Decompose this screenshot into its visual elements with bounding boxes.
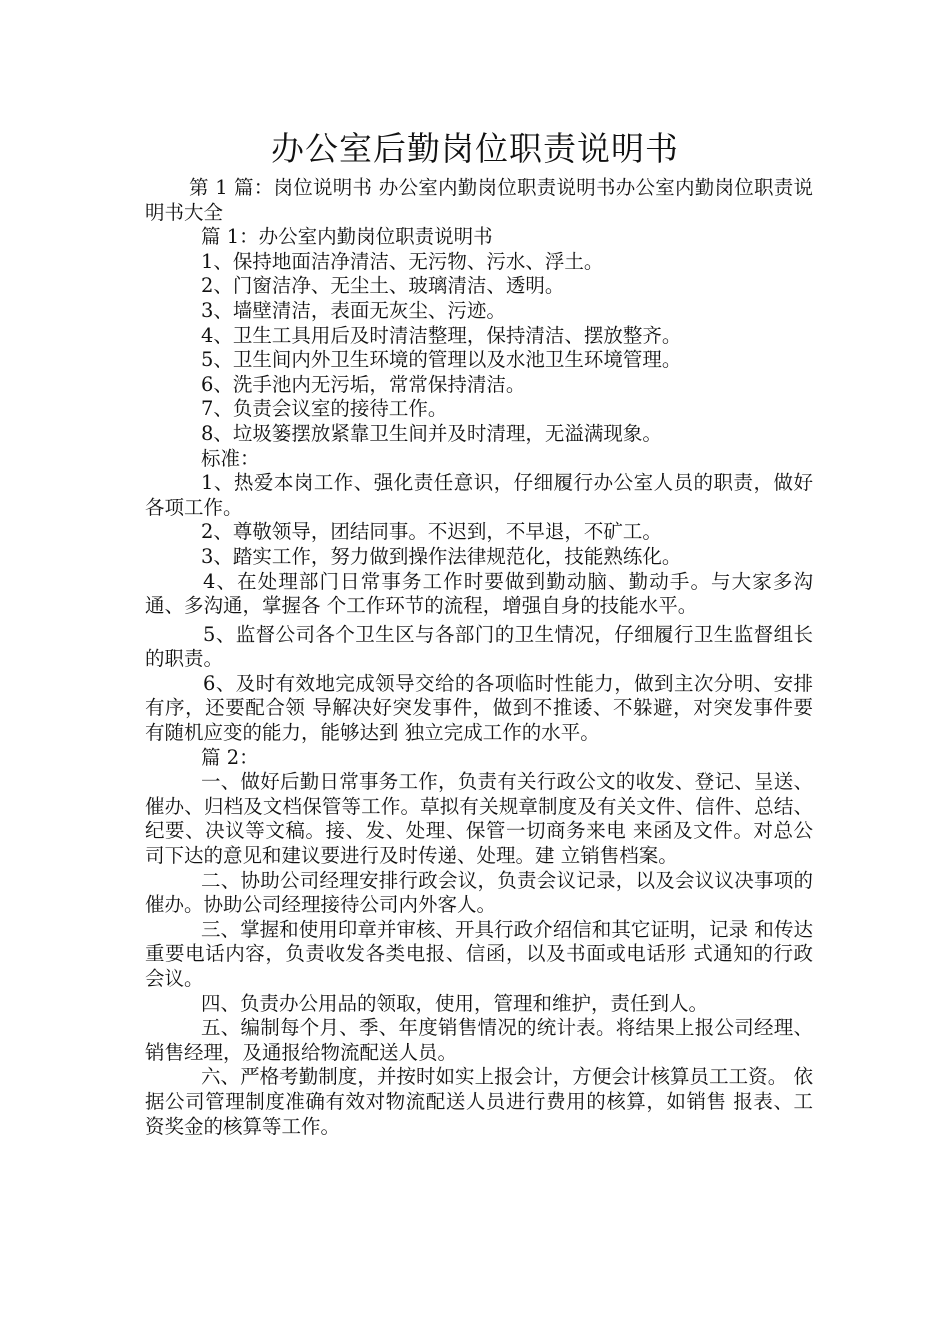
document-body [145,176,813,1139]
paragraph-item: 2、尊敬领导，团结同事。不迟到，不早退，不矿工。 [201,520,662,544]
paragraph-item: 1、保持地面洁净清洁、无污物、污水、浮土。 [201,249,604,273]
paragraph-intro: 第 1 篇：岗位说明书 办公室内勤岗位职责说明书办公室内勤岗位职责说明书大全 [145,176,813,224]
paragraph-item: 3、踏实工作，努力做到操作法律规范化，技能熟练化。 [201,544,682,568]
document-title: 办公室后勤岗位职责说明书 [271,129,679,168]
paragraph-section-1-heading: 篇 1：办公室内勤岗位职责说明书 [201,225,493,249]
paragraph-item: 五、编制每个月、季、年度销售情况的统计表。将结果上报公司经理、销售经理，及通报给物流配送人员。 [145,1016,813,1064]
paragraph-item: 六、严格考勤制度，并按时如实上报会计，方便会计核算员工工资。 依据公司管理制度准确有效对物流配送人员进行费用的核算，如销售 报表、工资奖金的核算等工作。 [145,1065,813,1138]
paragraph-item: 6、洗手池内无污垢，常常保持清洁。 [201,372,526,396]
paragraph-item: 4、在处理部门日常事务工作时要做到勤动脑、勤动手。与大家多沟通、多沟通，掌握各 个工作环节的流程，增强自身的技能水平。 [145,569,813,618]
paragraph-section-2-heading: 篇 2： [201,745,259,769]
paragraph-item: 1、热爱本岗工作、强化责任意识，仔细履行办公室人员的职责，做好各项工作。 [145,471,813,519]
paragraph-item: 7、负责会议室的接待工作。 [201,397,448,421]
paragraph-item: 5、卫生间内外卫生环境的管理以及水池卫生环境管理。 [201,348,682,372]
paragraph-item: 三、掌握和使用印章并审核、开具行政介绍信和其它证明，记录 和传达重要电话内容，负责收发各类电报、信函，以及书面或电话形 式通知的行政会议。 [145,917,813,990]
paragraph-item: 6、及时有效地完成领导交给的各项临时性能力，做到主次分明、安排有序，还要配合领 导解决好突发事件，做到不推诿、不躲避，对突发事件要有随机应变的能力，能够达到 独立完成工作的水平。 [145,671,813,745]
paragraph-item: 3、墙壁清洁，表面无灰尘、污迹。 [201,298,506,322]
paragraph-item: 8、垃圾篓摆放紧靠卫生间并及时清理，无溢满现象。 [201,421,662,445]
paragraph-item: 2、门窗洁净、无尘土、玻璃清洁、透明。 [201,274,565,298]
paragraph-item: 一、做好后勤日常事务工作，负责有关行政公文的收发、登记、呈送、催办、归档及文档保管等工作。草拟有关规章制度及有关文件、信件、总结、纪要、决议等文稿。接、发、处理、保管一切商务来电 来函及文件。对总公司下达的意见和建议要进行及时传递、处理。建 立销售档案。 [145,770,813,868]
paragraph-item: 4、卫生工具用后及时清洁整理，保持清洁、摆放整齐。 [201,323,682,347]
paragraph-item: 5、监督公司各个卫生区与各部门的卫生情况，仔细履行卫生监督组长的职责。 [145,622,813,671]
paragraph-item: 二、协助公司经理安排行政会议，负责会议记录，以及会议议决事项的催办。协助公司经理接待公司内外客人。 [145,868,813,917]
paragraph-item: 四、负责办公用品的领取，使用，管理和维护，责任到人。 [201,991,709,1015]
paragraph-standards-heading: 标准： [201,446,260,470]
